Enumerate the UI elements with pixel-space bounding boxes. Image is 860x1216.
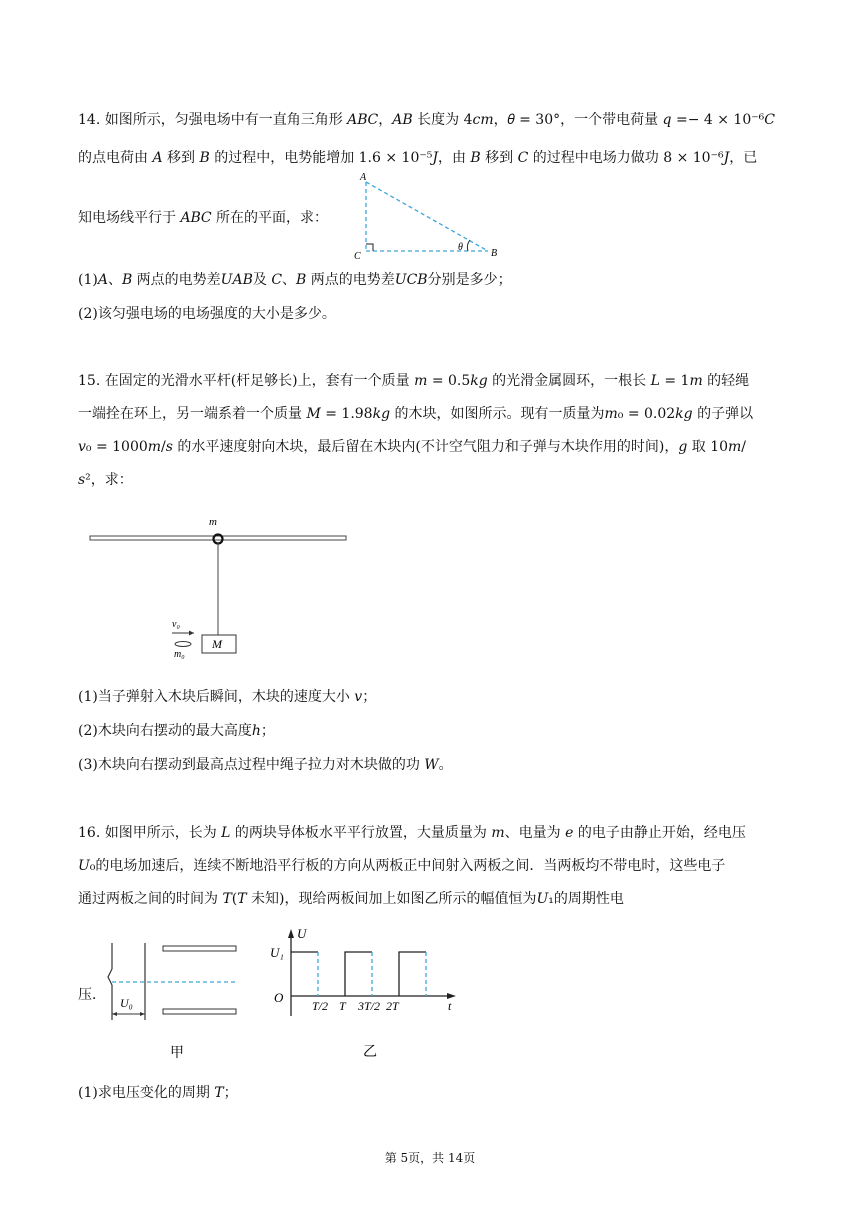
q15-line-2: 一端拴在环上，另一端系着一个质量 𝑀 = 1.98𝑘𝑔 的木块，如图所示。现有一质量为𝑚₀ = 0.02𝑘𝑔 的子弹以 bbox=[78, 406, 754, 422]
q16-line-2: 𝑈₀的电场加速后，连续不断地沿平行板的方向从两板正中间射入两板之间．当两板均不带电时，这些电子 bbox=[78, 858, 726, 874]
q16-caption-jia: 甲 bbox=[170, 1046, 184, 1061]
q16-caption-yi: 乙 bbox=[363, 1045, 377, 1060]
q15-sub-3: (3)木块向右摆动到最高点过程中绳子拉力对木块做的功 𝑊。 bbox=[78, 757, 453, 773]
q14-label-theta: θ bbox=[458, 242, 463, 253]
q16-tick-half-t: T/2 bbox=[312, 999, 329, 1013]
q14-line-1: 14. 如图所示，匀强电场中有一直角三角形 𝐴𝐵𝐶，𝐴𝐵 长度为 4𝑐𝑚，𝜃 = 30°，一个带电荷量 𝑞 =− 4 × 10⁻⁶𝐶 bbox=[78, 112, 775, 128]
q16-label-o: O bbox=[274, 990, 284, 1005]
q15-line-3: 𝑣₀ = 1000𝑚/𝑠 的水平速度射向木块，最后留在木块内(不计空气阻力和子弹与木块作用的时间)，𝑔 取 10𝑚/ bbox=[78, 439, 746, 455]
q15-label-v0: v₀ bbox=[172, 619, 180, 630]
q16-tick-t: T bbox=[339, 999, 346, 1013]
q14-label-a: A bbox=[360, 172, 367, 183]
q15-label-small-m: m bbox=[209, 516, 217, 528]
q15-line-4: 𝑠²，求： bbox=[78, 472, 133, 488]
q16-tick-three-half-t: 3T/2 bbox=[358, 999, 381, 1013]
q14-label-b: B bbox=[491, 248, 498, 259]
q16-label-u0: U₀ bbox=[120, 996, 133, 1010]
q15-label-big-m: M bbox=[212, 637, 222, 651]
q16-label-u: U bbox=[297, 926, 307, 941]
q16-line-1: 16. 如图甲所示，长为 𝐿 的两块导体板水平平行放置，大量质量为 𝑚、电量为 𝑒 的电子由静止开始，经电压 bbox=[78, 825, 746, 841]
q14-line-3: 知电场线平行于 𝐴𝐵𝐶 所在的平面，求： bbox=[78, 210, 329, 226]
q16-label-t-axis: t bbox=[448, 999, 452, 1013]
q15-label-m0: m₀ bbox=[174, 649, 185, 660]
q14-line-2: 的点电荷由 𝐴 移到 𝐵 的过程中，电势能增加 1.6 × 10⁻⁵𝐽，由 𝐵 移到 𝐶 的过程中电场力做功 8 × 10⁻⁶𝐽，已 bbox=[78, 150, 758, 166]
q14-sub-2: (2)该匀强电场的电场强度的大小是多少。 bbox=[78, 306, 336, 322]
q15-sub-2: (2)木块向右摆动的最大高度ℎ； bbox=[78, 723, 275, 739]
q16-voltage-graph bbox=[268, 924, 468, 1064]
q16-label-u1: U₁ bbox=[270, 945, 284, 960]
q15-pendulum-figure bbox=[88, 510, 350, 660]
q14-label-c: C bbox=[354, 251, 361, 262]
q16-line-3: 通过两板之间的时间为 𝑇(𝑇 未知)，现给两板间加上如图乙所示的幅值恒为𝑈₁的周期性电 bbox=[78, 891, 624, 907]
page-footer: 第 5页，共 14页 bbox=[384, 1151, 476, 1165]
q14-triangle-figure bbox=[350, 170, 505, 262]
q15-line-1: 15. 在固定的光滑水平杆(杆足够长)上，套有一个质量 𝑚 = 0.5𝑘𝑔 的光滑金属圆环，一根长 𝐿 = 1𝑚 的轻绳 bbox=[78, 373, 750, 389]
q16-sub-1: (1)求电压变化的周期 𝑇； bbox=[78, 1085, 238, 1101]
q16-plates-figure bbox=[100, 935, 250, 1065]
q14-sub-1: (1)𝐴、𝐵 两点的电势差𝑈𝐴𝐵及 𝐶、𝐵 两点的电势差𝑈𝐶𝐵分别是多少； bbox=[78, 272, 512, 288]
q16-line-4: 压． bbox=[78, 987, 106, 1003]
q16-tick-two-t: 2T bbox=[386, 999, 399, 1013]
q15-sub-1: (1)当子弹射入木块后瞬间，木块的速度大小 𝑣； bbox=[78, 689, 377, 705]
